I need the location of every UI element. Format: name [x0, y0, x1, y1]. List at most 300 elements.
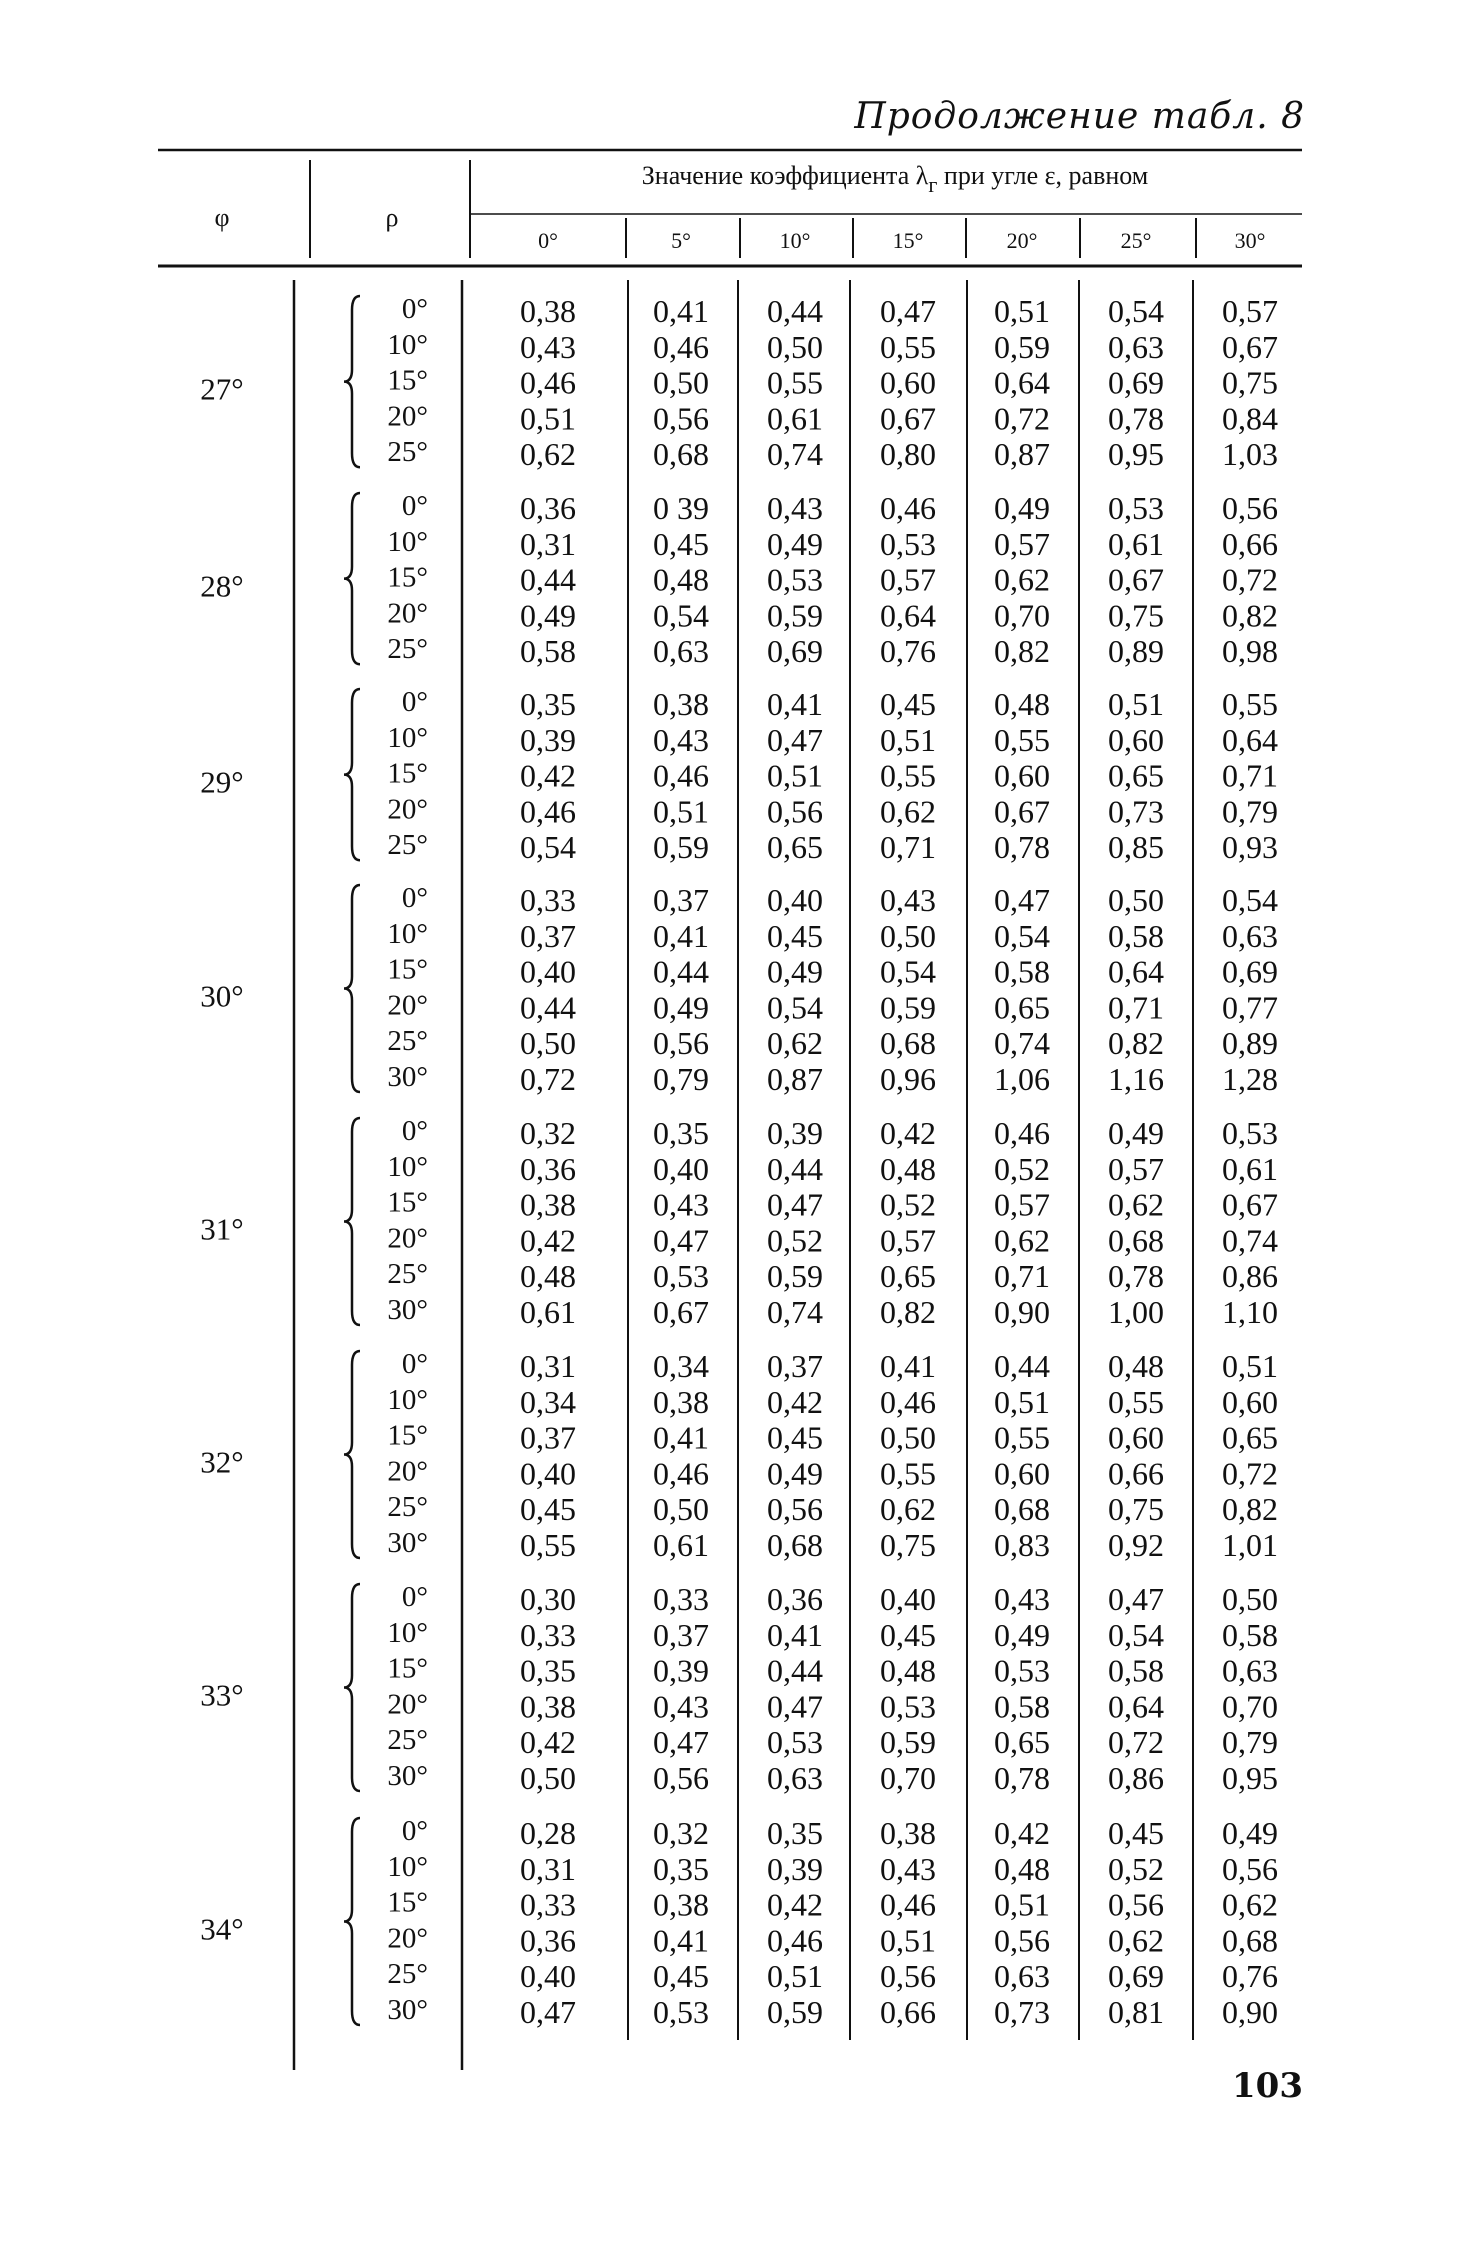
coefficient-cell: 0,62	[520, 436, 576, 473]
coefficient-cell: 0,49	[653, 989, 709, 1026]
coefficient-cell: 0,59	[767, 1994, 823, 2030]
epsilon-header-cell: 5°	[671, 228, 691, 253]
rho-value: 10°	[387, 721, 428, 754]
coefficient-cell: 0,39	[767, 1850, 823, 1887]
rho-value: 25°	[387, 1258, 428, 1291]
coefficient-cell: 0,48	[994, 1850, 1050, 1887]
coefficient-cell: 0,67	[1222, 1186, 1278, 1223]
coefficient-cell: 0,72	[1222, 1455, 1278, 1492]
coefficient-cell: 0,32	[653, 1815, 709, 1851]
rho-value: 25°	[387, 633, 428, 666]
coefficient-cell: 0,55	[994, 1419, 1050, 1456]
coefficient-cell: 0,39	[520, 721, 576, 758]
coefficient-cell: 0,43	[653, 721, 709, 758]
coefficient-cell: 0,41	[653, 293, 709, 329]
coefficient-cell: 0,82	[880, 1294, 936, 1330]
coefficient-cell: 0,62	[880, 793, 936, 830]
coefficient-cell: 0,37	[653, 882, 709, 918]
coefficient-cell: 0,53	[880, 1688, 936, 1725]
coefficient-cell: 0,38	[880, 1815, 936, 1851]
coefficient-cell: 0,68	[767, 1527, 823, 1563]
coefficient-cell: 0,56	[653, 400, 709, 437]
coefficient-cell: 0,75	[1108, 1491, 1164, 1528]
coefficient-cell: 0,74	[767, 1294, 823, 1330]
coefficient-cell: 0,31	[520, 525, 576, 562]
coefficient-cell: 0,45	[880, 686, 936, 722]
coefficient-cell: 0,69	[1108, 1958, 1164, 1995]
coefficient-cell: 0,68	[1108, 1222, 1164, 1259]
rho-value: 15°	[387, 561, 428, 594]
coefficient-cell: 0,53	[653, 1258, 709, 1295]
coefficient-cell: 0,71	[994, 1258, 1050, 1295]
rho-brace	[344, 1818, 360, 2025]
phi-header: φ	[214, 203, 230, 232]
coefficient-cell: 0,52	[880, 1186, 936, 1223]
coefficient-cell: 0,65	[880, 1258, 936, 1295]
coefficient-cell: 0,51	[767, 1958, 823, 1995]
table-body	[200, 293, 1278, 2030]
coefficient-cell: 0,75	[880, 1527, 936, 1563]
rho-value: 30°	[387, 1527, 428, 1559]
phi-block	[200, 882, 1278, 1097]
coefficient-cell: 0,53	[767, 561, 823, 598]
caption-subscript: г	[928, 172, 938, 197]
coefficient-cell: 0,35	[653, 1115, 709, 1151]
coefficient-cell: 0,79	[1222, 1724, 1278, 1761]
coefficient-cell: 0,46	[653, 328, 709, 365]
coefficient-cell: 0,68	[653, 436, 709, 473]
coefficient-cell: 0,33	[520, 882, 576, 918]
coefficient-cell: 0,50	[653, 364, 709, 401]
coefficient-cell: 0,51	[767, 757, 823, 794]
coefficient-cell: 0,41	[767, 1616, 823, 1653]
coefficient-cell: 0,72	[1108, 1724, 1164, 1761]
rho-value: 15°	[387, 757, 428, 790]
rho-value: 15°	[387, 1886, 428, 1919]
coefficient-cell: 0,46	[880, 1886, 936, 1923]
rho-value: 10°	[387, 1616, 428, 1649]
coefficient-cell: 0,46	[653, 757, 709, 794]
phi-value: 32°	[200, 1444, 244, 1480]
coefficient-cell: 0,35	[767, 1815, 823, 1851]
coefficient-cell: 0,54	[520, 829, 576, 866]
coefficient-cell: 0,56	[1108, 1886, 1164, 1923]
coefficient-cell: 0,64	[994, 364, 1050, 401]
phi-block	[200, 1115, 1278, 1330]
rho-value: 0°	[401, 882, 428, 914]
coefficient-cell: 0,69	[1222, 953, 1278, 990]
coefficient-cell: 0,90	[994, 1294, 1050, 1330]
coefficient-cell: 0,84	[1222, 400, 1278, 437]
phi-value: 29°	[200, 764, 244, 800]
coefficient-cell: 0,61	[767, 400, 823, 437]
rho-value: 0°	[401, 1115, 428, 1147]
coefficient-cell: 0,67	[994, 793, 1050, 830]
coefficient-cell: 0,59	[880, 989, 936, 1026]
coefficient-cell: 0,37	[520, 917, 576, 954]
rho-value: 20°	[387, 1922, 428, 1955]
phi-block	[200, 1581, 1278, 1796]
coefficient-cell: 0,71	[1222, 757, 1278, 794]
coefficient-cell: 0,66	[880, 1994, 936, 2030]
coefficient-cell: 0,46	[767, 1922, 823, 1959]
coefficient-cell: 0,47	[1108, 1581, 1164, 1617]
coefficient-cell: 0,54	[653, 597, 709, 634]
phi-value: 34°	[200, 1911, 244, 1947]
coefficient-cell: 0,46	[520, 793, 576, 830]
coefficient-cell: 0,36	[520, 490, 576, 526]
rho-value: 0°	[401, 1815, 428, 1847]
coefficient-cell: 0,74	[767, 436, 823, 473]
coefficient-cell: 0,51	[1222, 1348, 1278, 1384]
rho-brace	[344, 689, 360, 860]
coefficient-cell: 0,38	[653, 686, 709, 722]
coefficient-cell: 0,41	[767, 686, 823, 722]
coefficient-cell: 0,56	[767, 1491, 823, 1528]
coefficient-cell: 0,49	[994, 1616, 1050, 1653]
coefficient-cell: 0,62	[994, 561, 1050, 598]
coefficient-cell: 0,43	[520, 328, 576, 365]
coefficient-cell: 0,50	[520, 1025, 576, 1062]
coefficient-cell: 0,55	[767, 364, 823, 401]
coefficient-cell: 0,56	[653, 1025, 709, 1062]
coefficient-cell: 0,89	[1222, 1025, 1278, 1062]
rho-brace	[344, 1351, 360, 1558]
page-number: 103	[1232, 2066, 1303, 2106]
coefficient-cell: 0,45	[767, 917, 823, 954]
rho-value: 30°	[387, 1294, 428, 1326]
coefficient-cell: 0,46	[653, 1455, 709, 1492]
coefficient-cell: 0,56	[994, 1922, 1050, 1959]
coefficient-cell: 0,92	[1108, 1527, 1164, 1563]
coefficient-cell: 0,54	[994, 917, 1050, 954]
coefficient-cell: 0,80	[880, 436, 936, 473]
rho-value: 30°	[387, 1994, 428, 2026]
coefficient-cell: 0,78	[1108, 1258, 1164, 1295]
coefficient-cell: 0,47	[653, 1222, 709, 1259]
coefficient-cell: 0,41	[653, 1419, 709, 1456]
coefficient-cell: 0,52	[1108, 1850, 1164, 1887]
rho-value: 25°	[387, 1958, 428, 1991]
rho-value: 0°	[401, 1348, 428, 1380]
coefficient-cell: 0,55	[880, 328, 936, 365]
coefficient-cell: 1,03	[1222, 436, 1278, 473]
coefficient-cell: 0,53	[1108, 490, 1164, 526]
coefficient-cell: 0,61	[1222, 1150, 1278, 1187]
coefficient-cell: 0,49	[767, 953, 823, 990]
caption-tail: при угле ε, равном	[937, 161, 1149, 190]
coefficient-cell: 0,55	[994, 721, 1050, 758]
coefficient-cell: 0,42	[767, 1383, 823, 1420]
coefficient-cell: 0,64	[1108, 1688, 1164, 1725]
coefficient-cell: 0,67	[653, 1294, 709, 1330]
coefficient-cell: 0,42	[520, 1724, 576, 1761]
coefficient-cell: 0,65	[994, 1724, 1050, 1761]
coefficient-cell: 0,42	[880, 1115, 936, 1151]
rho-value: 20°	[387, 1222, 428, 1255]
coefficient-cell: 0,44	[994, 1348, 1050, 1384]
coefficient-cell: 0,40	[653, 1150, 709, 1187]
coefficient-cell: 0,86	[1222, 1258, 1278, 1295]
coefficient-cell: 0,50	[767, 328, 823, 365]
coefficient-cell: 0,56	[767, 793, 823, 830]
coefficient-cell: 0,39	[653, 1652, 709, 1689]
coefficient-cell: 0,78	[1108, 400, 1164, 437]
coefficient-cell: 0,57	[880, 1222, 936, 1259]
rho-value: 10°	[387, 1383, 428, 1416]
coefficient-cell: 0,58	[1222, 1616, 1278, 1653]
coefficient-cell: 0,74	[1222, 1222, 1278, 1259]
coefficient-cell: 0,49	[767, 525, 823, 562]
coefficient-cell: 0,85	[1108, 829, 1164, 866]
coefficient-cell: 0,82	[1222, 597, 1278, 634]
rho-value: 15°	[387, 1419, 428, 1452]
epsilon-header-cell: 15°	[892, 228, 924, 253]
coefficient-cell: 0,37	[653, 1616, 709, 1653]
coefficient-cell: 0,67	[880, 400, 936, 437]
coefficient-cell: 0,59	[994, 328, 1050, 365]
coefficient-cell: 0,44	[767, 1652, 823, 1689]
coefficient-cell: 0,64	[1222, 721, 1278, 758]
coefficient-cell: 0,63	[653, 633, 709, 670]
coefficient-cell: 0,44	[653, 953, 709, 990]
coefficient-cell: 0,41	[653, 1922, 709, 1959]
coefficient-cell: 0,89	[1108, 633, 1164, 670]
coefficient-cell: 0,51	[880, 1922, 936, 1959]
coefficient-cell: 0,43	[767, 490, 823, 526]
coefficient-cell: 0,60	[994, 757, 1050, 794]
coefficient-cell: 0,31	[520, 1348, 576, 1384]
coefficient-cell: 0,42	[520, 1222, 576, 1259]
coefficient-cell: 0,49	[767, 1455, 823, 1492]
rho-value: 20°	[387, 989, 428, 1022]
coefficient-cell: 0,66	[1222, 525, 1278, 562]
coefficient-cell: 0,53	[880, 525, 936, 562]
coefficient-group-caption	[642, 161, 1148, 197]
coefficient-cell: 0,54	[1108, 293, 1164, 329]
coefficient-cell: 0,57	[880, 561, 936, 598]
rho-value: 30°	[387, 1760, 428, 1792]
coefficient-cell: 0,93	[1222, 829, 1278, 866]
coefficient-cell: 0,71	[880, 829, 936, 866]
coefficient-cell: 0,51	[880, 721, 936, 758]
phi-value: 31°	[200, 1211, 244, 1247]
coefficient-cell: 0,68	[1222, 1922, 1278, 1959]
coefficient-cell: 0,73	[994, 1994, 1050, 2030]
coefficient-cell: 0,38	[520, 293, 576, 329]
coefficient-cell: 0,76	[880, 633, 936, 670]
rho-value: 20°	[387, 597, 428, 630]
coefficient-cell: 0,31	[520, 1850, 576, 1887]
coefficient-cell: 0,82	[1222, 1491, 1278, 1528]
coefficient-cell: 0,58	[520, 633, 576, 670]
coefficient-cell: 0,73	[1108, 793, 1164, 830]
coefficient-cell: 0,57	[1222, 293, 1278, 329]
coefficient-cell: 0,60	[1108, 1419, 1164, 1456]
epsilon-header-cell: 25°	[1120, 228, 1152, 253]
coefficient-cell: 0,64	[880, 597, 936, 634]
coefficient-cell: 0,47	[767, 1688, 823, 1725]
coefficient-cell: 0,62	[994, 1222, 1050, 1259]
coefficient-cell: 0,81	[1108, 1994, 1164, 2030]
coefficient-cell: 0,45	[880, 1616, 936, 1653]
coefficient-cell: 0,53	[994, 1652, 1050, 1689]
coefficient-cell: 0,71	[1108, 989, 1164, 1026]
rho-value: 20°	[387, 793, 428, 826]
rho-value: 10°	[387, 328, 428, 361]
rho-value: 10°	[387, 1850, 428, 1883]
coefficient-cell: 0,62	[880, 1491, 936, 1528]
coefficient-cell: 0,48	[520, 1258, 576, 1295]
coefficient-cell: 0,43	[994, 1581, 1050, 1617]
coefficient-cell: 0,44	[520, 989, 576, 1026]
coefficient-cell: 0,72	[520, 1061, 576, 1097]
phi-value: 27°	[200, 371, 244, 407]
coefficient-cell: 0,51	[653, 793, 709, 830]
rho-value: 10°	[387, 525, 428, 558]
coefficient-cell: 0,59	[653, 829, 709, 866]
coefficient-cell: 0,38	[653, 1886, 709, 1923]
coefficient-cell: 0,60	[1108, 721, 1164, 758]
coefficient-cell: 0,47	[520, 1994, 576, 2030]
coefficient-cell: 0,33	[520, 1886, 576, 1923]
phi-block	[200, 686, 1278, 865]
coefficient-cell: 0,57	[994, 525, 1050, 562]
coefficient-cell: 0,45	[1108, 1815, 1164, 1851]
coefficient-cell: 0,50	[880, 1419, 936, 1456]
coefficient-cell: 0,61	[1108, 525, 1164, 562]
rho-brace	[344, 885, 360, 1092]
phi-value: 28°	[200, 568, 244, 604]
rho-value: 25°	[387, 1025, 428, 1058]
phi-block	[200, 1348, 1278, 1563]
coefficient-cell: 0,54	[880, 953, 936, 990]
coefficient-cell: 0,41	[653, 917, 709, 954]
coefficient-cell: 0,35	[653, 1850, 709, 1887]
coefficient-cell: 0,86	[1108, 1760, 1164, 1796]
coefficient-cell: 0,38	[520, 1186, 576, 1223]
coefficient-cell: 0,40	[880, 1581, 936, 1617]
coefficient-cell: 0,68	[880, 1025, 936, 1062]
coefficient-cell: 0,49	[994, 490, 1050, 526]
coefficient-cell: 0,35	[520, 686, 576, 722]
coefficient-cell: 0,38	[520, 1688, 576, 1725]
coefficient-cell: 0,47	[767, 721, 823, 758]
coefficient-cell: 0,56	[653, 1760, 709, 1796]
coefficient-cell: 0,57	[1108, 1150, 1164, 1187]
coefficient-cell: 0,47	[994, 882, 1050, 918]
coefficient-cell: 0,70	[880, 1760, 936, 1796]
coefficient-cell: 0,69	[1108, 364, 1164, 401]
coefficient-cell: 0,55	[1222, 686, 1278, 722]
coefficient-cell: 0,36	[520, 1150, 576, 1187]
coefficient-cell: 0,35	[520, 1652, 576, 1689]
coefficient-cell: 0,55	[880, 757, 936, 794]
coefficient-cell: 0,76	[1222, 1958, 1278, 1995]
phi-value: 30°	[200, 978, 244, 1014]
coefficient-cell: 0,95	[1222, 1760, 1278, 1796]
rho-value: 15°	[387, 364, 428, 397]
coefficient-cell: 1,00	[1108, 1294, 1164, 1330]
coefficient-cell: 0,63	[1222, 1652, 1278, 1689]
coefficient-cell: 0,39	[767, 1115, 823, 1151]
rho-value: 25°	[387, 1491, 428, 1524]
coefficient-cell: 0,62	[1108, 1922, 1164, 1959]
rho-header: ρ	[385, 203, 399, 232]
coefficient-cell: 0,55	[880, 1455, 936, 1492]
coefficient-cell: 0,49	[1222, 1815, 1278, 1851]
coefficient-cell: 0,42	[767, 1886, 823, 1923]
coefficient-cell: 0,40	[520, 953, 576, 990]
coefficient-cell: 0,41	[880, 1348, 936, 1384]
coefficient-cell: 0,50	[1108, 882, 1164, 918]
coefficient-cell: 0,58	[1108, 1652, 1164, 1689]
coefficient-cell: 0,87	[767, 1061, 823, 1097]
coefficient-cell: 0,48	[880, 1652, 936, 1689]
coefficient-cell: 0,62	[1108, 1186, 1164, 1223]
table-continuation-caption: Продолжение табл. 8	[854, 96, 1305, 137]
coefficient-cell: 0,46	[880, 490, 936, 526]
rho-brace	[344, 493, 360, 664]
coefficient-cell: 0,51	[994, 293, 1050, 329]
coefficient-cell: 0,40	[520, 1958, 576, 1995]
coefficient-cell: 0,48	[994, 686, 1050, 722]
coefficient-cell: 0,50	[1222, 1581, 1278, 1617]
rho-value: 20°	[387, 1688, 428, 1721]
coefficient-cell: 0,67	[1222, 328, 1278, 365]
coefficient-cell: 0,67	[1108, 561, 1164, 598]
coefficient-cell: 0,53	[653, 1994, 709, 2030]
coefficient-cell: 0,37	[520, 1419, 576, 1456]
coefficient-cell: 0,43	[653, 1186, 709, 1223]
coefficient-cell: 0,52	[994, 1150, 1050, 1187]
coefficient-cell: 0,51	[520, 400, 576, 437]
coefficient-cell: 0,63	[994, 1958, 1050, 1995]
coefficient-cell: 0,82	[994, 633, 1050, 670]
coefficient-cell: 1,06	[994, 1061, 1050, 1097]
epsilon-headers	[538, 228, 1265, 253]
rho-value: 10°	[387, 1150, 428, 1183]
coefficient-cell: 0,64	[1108, 953, 1164, 990]
coefficient-cell: 0,79	[1222, 793, 1278, 830]
coefficient-cell: 0,36	[520, 1922, 576, 1959]
rho-brace	[344, 1584, 360, 1791]
coefficient-cell: 0,62	[767, 1025, 823, 1062]
epsilon-header-cell: 10°	[779, 228, 811, 253]
coefficient-cell: 0,54	[1222, 882, 1278, 918]
rho-brace	[344, 1118, 360, 1325]
coefficient-cell: 0,45	[653, 525, 709, 562]
coefficient-cell: 0,59	[880, 1724, 936, 1761]
coefficient-cell: 0,43	[653, 1688, 709, 1725]
coefficient-cell: 0,58	[994, 953, 1050, 990]
coefficient-cell: 0,57	[994, 1186, 1050, 1223]
rho-brace	[344, 296, 360, 467]
coefficient-cell: 0,47	[880, 293, 936, 329]
coefficient-cell: 0,61	[520, 1294, 576, 1330]
coefficient-cell: 0,63	[1108, 328, 1164, 365]
coefficient-cell: 0,48	[653, 561, 709, 598]
coefficient-cell: 0,70	[994, 597, 1050, 634]
coefficient-cell: 0,43	[880, 1850, 936, 1887]
coefficient-cell: 0,68	[994, 1491, 1050, 1528]
coefficient-cell: 0,46	[994, 1115, 1050, 1151]
rho-value: 30°	[387, 1061, 428, 1093]
coefficient-cell: 0,46	[880, 1383, 936, 1420]
coefficient-cell: 0,32	[520, 1115, 576, 1151]
rho-value: 0°	[401, 490, 428, 522]
coefficient-cell: 0,60	[994, 1455, 1050, 1492]
